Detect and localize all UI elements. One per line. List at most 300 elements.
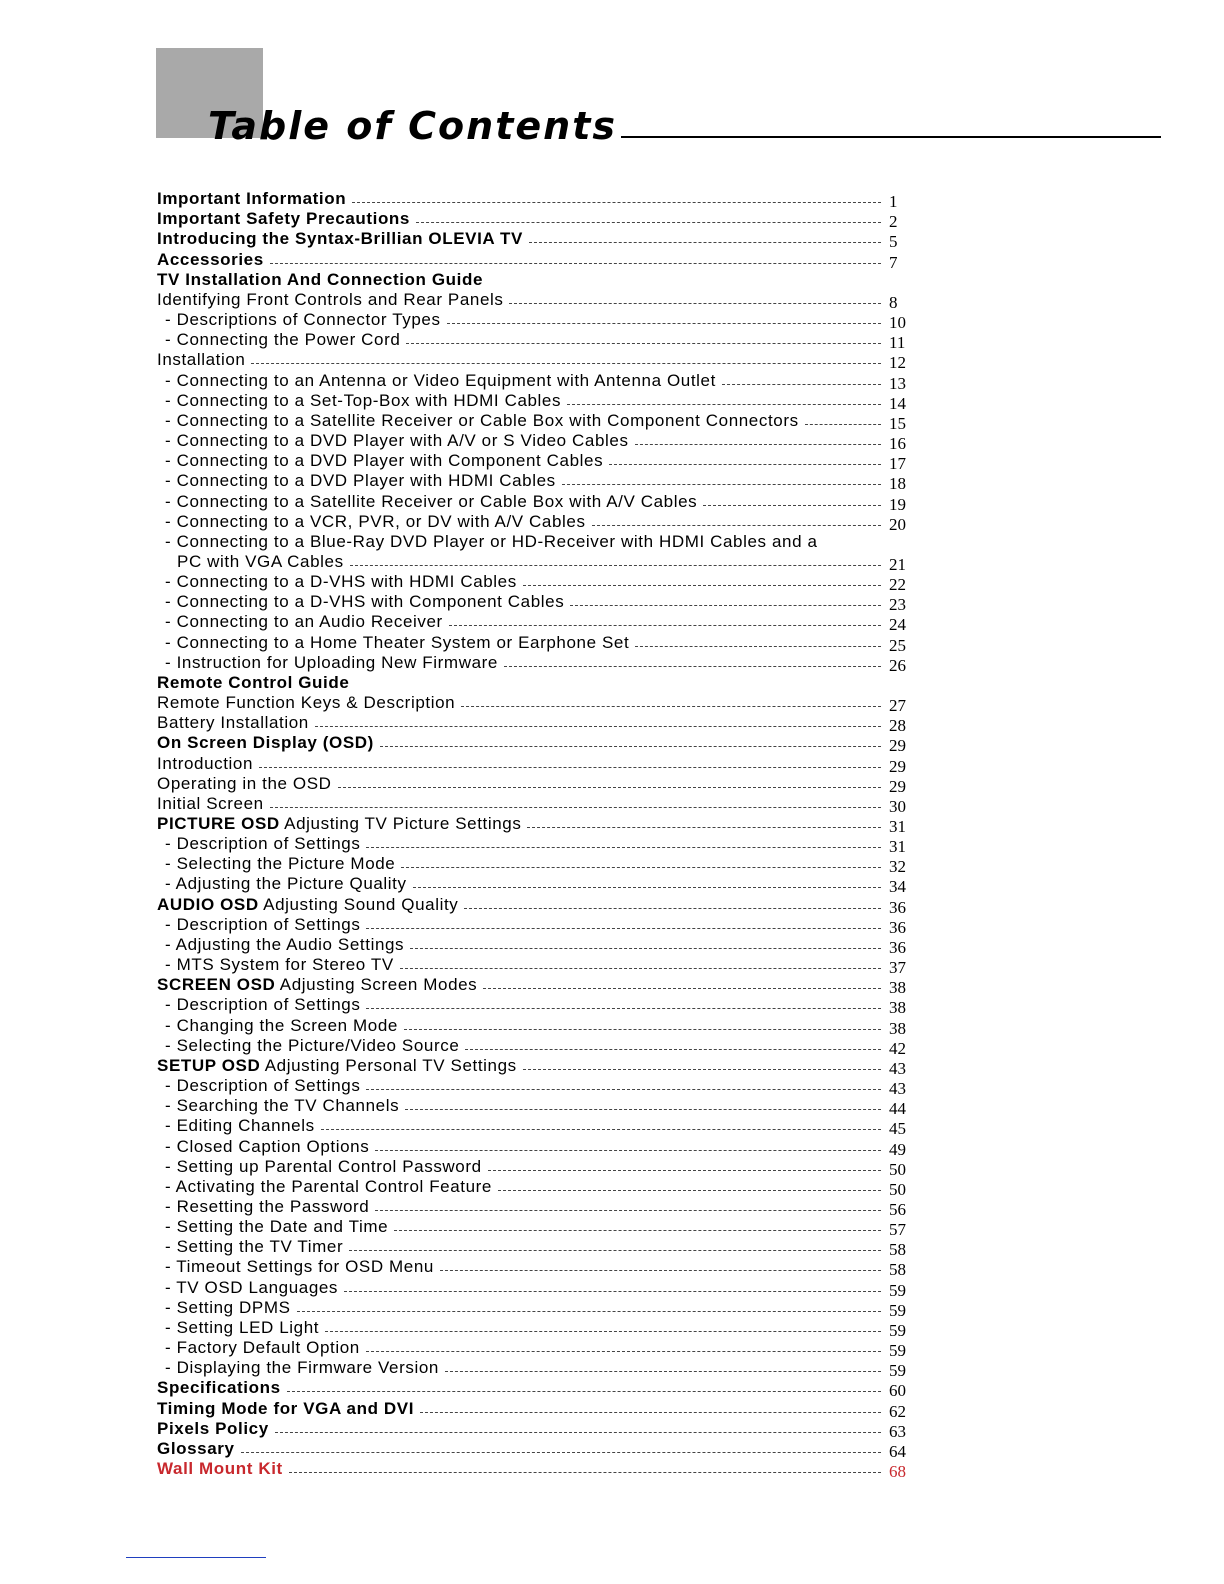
toc-entry-bold-text: Introducing the Syntax-Brillian OLEVIA TV (157, 229, 523, 249)
toc-page-number: 38 (889, 978, 906, 998)
toc-entry-text: Battery Installation (157, 713, 309, 733)
toc-entry-label (157, 1257, 434, 1277)
dot-leader (635, 444, 881, 445)
toc-page-number: 34 (889, 877, 906, 897)
toc-entry-text: - TV OSD Languages (165, 1277, 339, 1297)
toc-entry-label (157, 1056, 517, 1076)
toc-page-number: 59 (889, 1320, 906, 1340)
dot-leader (366, 847, 881, 848)
toc-entry[interactable] (157, 592, 917, 615)
dot-leader (270, 807, 881, 808)
toc-entry-text: - Resetting the Password (165, 1196, 370, 1216)
toc-entry-text: Operating in the OSD (157, 773, 332, 793)
toc-entry-text: - Connecting to a Satellite Receiver or Cable Box with A/V Cables (165, 491, 698, 511)
toc-page-number: 5 (889, 232, 898, 252)
toc-entry[interactable] (157, 189, 917, 212)
toc-entry-text: Introduction (157, 753, 254, 773)
toc-page-number: 11 (889, 333, 906, 353)
dot-leader (504, 666, 881, 667)
toc-entry[interactable] (157, 1318, 917, 1338)
toc-entry-text: - Connecting to an Antenna or Video Equipment with Antenna Outlet (165, 370, 716, 390)
toc-entry[interactable] (157, 1378, 917, 1401)
toc-entry-bold-text: AUDIO OSD (157, 894, 259, 914)
dot-leader (406, 343, 881, 344)
toc-entry-text: - Changing the Screen Mode (165, 1015, 398, 1035)
dot-leader (449, 625, 881, 626)
toc-entry-label (157, 330, 400, 350)
toc-entry-label (157, 995, 360, 1015)
toc-page-number: 36 (889, 937, 906, 957)
toc-entry-label (157, 814, 521, 834)
toc-page-number: 23 (889, 595, 906, 615)
title-rule (621, 136, 1161, 138)
toc-page-number: 17 (889, 454, 906, 474)
toc-entry-label (157, 915, 360, 935)
toc-entry[interactable] (157, 834, 917, 857)
toc-entry-text: - Connecting to a Satellite Receiver or Cable Box with Component Connectors (165, 410, 799, 430)
dot-leader (509, 303, 881, 304)
toc-page-number: 59 (889, 1300, 906, 1320)
toc-entry[interactable] (157, 1298, 917, 1318)
toc-entry-label (157, 270, 483, 290)
toc-entry[interactable] (157, 955, 917, 978)
dot-leader (289, 1472, 881, 1473)
toc-entry-text: Adjusting TV Picture Settings (279, 814, 522, 833)
toc-entry-label (157, 512, 586, 532)
toc-entry[interactable] (157, 733, 917, 756)
toc-entry[interactable] (157, 693, 917, 716)
toc-entry[interactable] (157, 1136, 917, 1159)
dot-leader (275, 1432, 881, 1433)
toc-page-number: 20 (889, 514, 906, 534)
toc-entry-label (157, 552, 344, 572)
toc-entry-label (157, 1358, 439, 1378)
toc-entry-label (157, 592, 564, 612)
toc-entry[interactable] (157, 975, 917, 998)
toc-entry-label (157, 1036, 459, 1056)
toc-entry[interactable] (157, 249, 917, 272)
dot-leader (401, 867, 881, 868)
dot-leader (366, 1089, 881, 1090)
toc-entry-text: - Connecting to a DVD Player with HDMI Cables (165, 471, 556, 491)
toc-entry-label (157, 572, 517, 592)
dot-leader (567, 404, 881, 405)
toc-entry[interactable] (157, 532, 917, 552)
toc-entry-label (157, 975, 477, 995)
toc-page-number: 42 (889, 1038, 906, 1058)
toc-entry-label (157, 1217, 388, 1237)
dot-leader (445, 1371, 881, 1372)
toc-entry-text: - Setting LED Light (165, 1317, 320, 1337)
toc-entry-label (157, 411, 799, 431)
toc-entry[interactable] (157, 1116, 917, 1139)
dot-leader (416, 222, 881, 223)
toc-page-number: 16 (889, 434, 906, 454)
toc-entry-label (157, 1096, 399, 1116)
toc-entry-text: - Activating the Parental Control Feature (165, 1176, 492, 1196)
dot-leader (703, 505, 881, 506)
toc-entry[interactable] (157, 1076, 917, 1099)
toc-page-number: 2 (889, 212, 898, 232)
toc-page-number: 31 (889, 837, 906, 857)
toc-entry[interactable] (157, 874, 917, 897)
toc-entry-text: - Timeout Settings for OSD Menu (165, 1257, 434, 1277)
toc-entry[interactable] (157, 471, 917, 494)
footer-link-line (126, 1557, 266, 1558)
toc-entry-label (157, 1298, 291, 1318)
toc-entry-label (157, 209, 410, 229)
toc-entry[interactable] (157, 1338, 917, 1361)
toc-page-number: 36 (889, 897, 906, 917)
toc-entry[interactable] (157, 1419, 917, 1439)
toc-page-number: 68 (889, 1462, 906, 1481)
toc-entry[interactable] (157, 1015, 917, 1038)
toc-entry[interactable] (157, 632, 917, 655)
toc-entry[interactable] (157, 1459, 917, 1479)
table-of-contents (157, 189, 917, 1479)
dot-leader (400, 968, 881, 969)
toc-page-number: 21 (889, 554, 906, 574)
toc-entry[interactable] (157, 431, 917, 454)
toc-entry[interactable] (157, 290, 917, 310)
toc-entry-label (157, 854, 395, 874)
toc-entry[interactable] (157, 1398, 917, 1421)
toc-entry-label (157, 1419, 269, 1439)
toc-entry-label (157, 189, 346, 209)
dot-leader (325, 1331, 881, 1332)
toc-entry[interactable] (157, 572, 917, 595)
toc-entry-label (157, 895, 458, 915)
toc-entry[interactable] (157, 1257, 917, 1280)
toc-entry-label (157, 754, 253, 774)
toc-entry-text: - Selecting the Picture Mode (165, 854, 396, 874)
toc-entry[interactable] (157, 653, 917, 673)
toc-entry[interactable] (157, 753, 917, 776)
toc-entry[interactable] (157, 894, 917, 917)
toc-page-number: 32 (889, 857, 906, 877)
toc-entry-label (157, 471, 556, 491)
toc-page-number: 63 (889, 1421, 906, 1441)
toc-entry-text: - Descriptions of Connector Types (165, 310, 441, 330)
dot-leader (394, 1230, 881, 1231)
dot-leader (447, 323, 881, 324)
toc-page-number: 59 (889, 1341, 906, 1361)
toc-page-number: 36 (889, 917, 906, 937)
toc-entry[interactable] (157, 451, 917, 474)
toc-entry-label (157, 1237, 343, 1257)
toc-entry-label (157, 774, 332, 794)
toc-entry-text: - Connecting to a DVD Player with Component Cables (165, 451, 604, 471)
toc-page-number: 44 (889, 1099, 906, 1119)
toc-page-number: 12 (889, 353, 906, 373)
dot-leader (413, 887, 881, 888)
toc-entry-text: - Description of Settings (165, 995, 361, 1015)
toc-entry[interactable] (157, 673, 917, 693)
dot-leader (498, 1190, 881, 1191)
dot-leader (562, 484, 881, 485)
toc-entry-text: Adjusting Screen Modes (275, 975, 478, 995)
toc-page-number: 59 (889, 1361, 906, 1381)
toc-entry-text: PC with VGA Cables (177, 551, 344, 571)
toc-entry[interactable] (157, 915, 917, 935)
toc-entry-text: - Setting the TV Timer (165, 1237, 344, 1257)
toc-entry-label (157, 250, 264, 270)
dot-leader (375, 1150, 881, 1151)
toc-entry-text: Initial Screen (157, 793, 264, 813)
toc-entry-text: - Displaying the Firmware Version (165, 1358, 439, 1378)
toc-entry[interactable] (157, 350, 917, 373)
toc-entry[interactable] (157, 814, 917, 834)
toc-entry[interactable] (157, 1197, 917, 1217)
toc-entry-bold-text: Glossary (157, 1438, 235, 1458)
dot-leader (366, 1008, 881, 1009)
toc-entry-text: - Connecting to a D-VHS with Component Cables (165, 592, 565, 612)
toc-page-number: 50 (889, 1159, 906, 1179)
toc-entry[interactable] (157, 552, 917, 572)
toc-entry[interactable] (157, 229, 917, 252)
toc-entry-text: - Factory Default Option (165, 1338, 360, 1358)
toc-entry[interactable] (157, 491, 917, 514)
toc-entry-bold-text: SCREEN OSD (157, 975, 276, 995)
dot-leader (635, 646, 881, 647)
dot-leader (570, 605, 881, 606)
toc-entry-label (157, 935, 404, 955)
toc-entry-text: - Editing Channels (165, 1116, 315, 1136)
toc-entry-bold-text: SETUP OSD (157, 1055, 261, 1075)
dot-leader (483, 988, 881, 989)
dot-leader (609, 464, 881, 465)
toc-entry-bold-text: Important Safety Precautions (157, 209, 410, 229)
toc-page-number: 1 (889, 192, 898, 212)
toc-entry-text: Adjusting Sound Quality (258, 894, 459, 914)
dot-leader (380, 746, 881, 747)
toc-entry-text: - Adjusting the Picture Quality (165, 874, 407, 894)
toc-page-number: 28 (889, 716, 906, 736)
toc-entry-bold-text: On Screen Display (OSD) (157, 733, 374, 753)
toc-entry-text: Installation (157, 350, 246, 370)
toc-entry-text: - Adjusting the Audio Settings (165, 934, 405, 954)
toc-entry[interactable] (157, 391, 917, 411)
toc-entry-text: - Selecting the Picture/Video Source (165, 1035, 460, 1055)
toc-page-number: 58 (889, 1240, 906, 1260)
toc-entry-label (157, 391, 561, 411)
toc-entry-bold-text: Accessories (157, 249, 264, 269)
dot-leader (338, 787, 881, 788)
dot-leader (405, 1109, 881, 1110)
toc-entry-label (157, 612, 443, 632)
toc-entry-label (157, 1076, 360, 1096)
toc-page-number: 43 (889, 1079, 906, 1099)
toc-entry[interactable] (157, 512, 917, 532)
toc-entry-label (157, 350, 245, 370)
dot-leader (523, 585, 881, 586)
toc-entry-label (157, 1439, 235, 1459)
toc-page-number: 50 (889, 1179, 906, 1199)
toc-entry-text: - Connecting the Power Cord (165, 330, 401, 350)
toc-page-number: 56 (889, 1199, 906, 1219)
toc-entry-label (157, 874, 407, 894)
toc-entry[interactable] (157, 1237, 917, 1260)
dot-leader (375, 1210, 881, 1211)
toc-entry-text: - Searching the TV Channels (165, 1096, 400, 1116)
toc-entry-label (157, 633, 629, 653)
toc-entry-text: Adjusting Personal TV Settings (260, 1055, 517, 1075)
toc-entry-text: - Connecting to a VCR, PVR, or DV with A/V Cables (165, 511, 586, 531)
toc-page-number: 37 (889, 958, 906, 978)
toc-entry[interactable] (157, 774, 917, 794)
toc-entry[interactable] (157, 1157, 917, 1177)
toc-page-number: 64 (889, 1441, 906, 1461)
dot-leader (404, 1029, 881, 1030)
toc-entry-label (157, 1177, 492, 1197)
dot-leader (344, 1291, 881, 1292)
toc-entry-text: - Description of Settings (165, 834, 361, 854)
dot-leader (420, 1412, 881, 1413)
dot-leader (529, 242, 881, 243)
toc-entry-label (157, 653, 498, 673)
toc-entry-label (157, 1278, 338, 1298)
toc-entry-label (157, 955, 394, 975)
toc-entry[interactable] (157, 1177, 917, 1197)
dot-leader (259, 767, 881, 768)
toc-page-number: 22 (889, 575, 906, 595)
toc-entry[interactable] (157, 411, 917, 431)
toc-entry-text: - Connecting to a DVD Player with A/V or S Video Cables (165, 431, 629, 451)
toc-entry-label (157, 1338, 360, 1358)
toc-entry[interactable] (157, 370, 917, 393)
dot-leader (805, 424, 881, 425)
toc-entry-label (157, 1399, 414, 1419)
toc-page-number: 26 (889, 655, 906, 675)
toc-entry-label (157, 693, 455, 713)
toc-entry-text: - Connecting to a D-VHS with HDMI Cables (165, 572, 517, 592)
toc-entry-label (157, 532, 818, 552)
toc-entry-text: Remote Function Keys & Description (157, 693, 456, 713)
dot-leader (523, 1069, 881, 1070)
toc-page-number: 14 (889, 393, 906, 413)
toc-entry-label (157, 229, 523, 249)
toc-entry-text: - Setting up Parental Control Password (165, 1156, 482, 1176)
toc-page-number: 58 (889, 1260, 906, 1280)
toc-entry-bold-text: PICTURE OSD (157, 814, 280, 833)
toc-page-number: 27 (889, 696, 906, 716)
toc-entry-bold-text: Important Information (157, 189, 347, 209)
toc-entry-text: - Description of Settings (165, 914, 361, 934)
toc-entry[interactable] (157, 713, 917, 736)
toc-entry-text: - Description of Settings (165, 1076, 361, 1096)
toc-entry-text: Identifying Front Controls and Rear Panels (157, 289, 504, 309)
toc-entry-bold-text: Pixels Policy (157, 1418, 269, 1438)
dot-leader (350, 565, 881, 566)
toc-entry-label (157, 290, 503, 310)
dot-leader (410, 948, 881, 949)
toc-page-number: 8 (889, 292, 898, 312)
toc-page-number: 18 (889, 474, 906, 494)
toc-entry[interactable] (157, 995, 917, 1018)
toc-page-number: 7 (889, 252, 898, 272)
toc-entry[interactable] (157, 1277, 917, 1300)
dot-leader (349, 1250, 881, 1251)
toc-entry-text: - Connecting to a Blue-Ray DVD Player or HD-Receiver with HDMI Cables and a (165, 531, 818, 551)
toc-entry-label (157, 1197, 369, 1217)
dot-leader (464, 908, 881, 909)
toc-entry[interactable] (157, 794, 917, 814)
toc-entry-label (157, 1459, 283, 1479)
toc-page-number: 59 (889, 1280, 906, 1300)
toc-entry-bold-text: Timing Mode for VGA and DVI (157, 1398, 415, 1418)
toc-entry[interactable] (157, 854, 917, 877)
dot-leader (287, 1391, 881, 1392)
toc-entry-text: - Setting DPMS (165, 1297, 291, 1317)
toc-entry[interactable] (157, 330, 917, 353)
toc-page-number: 49 (889, 1139, 906, 1159)
dot-leader (251, 363, 881, 364)
toc-entry[interactable] (157, 310, 917, 333)
toc-entry-bold-text: TV Installation And Connection Guide (157, 269, 484, 289)
toc-page-number: 45 (889, 1119, 906, 1139)
toc-page-number: 60 (889, 1381, 906, 1401)
toc-entry-label (157, 1318, 319, 1338)
toc-entry-label (157, 431, 629, 451)
toc-entry-label (157, 1157, 482, 1177)
toc-entry-text: - Connecting to a Home Theater System or Earphone Set (165, 632, 630, 652)
dot-leader (241, 1452, 881, 1453)
dot-leader (440, 1270, 881, 1271)
dot-leader (488, 1170, 881, 1171)
toc-page-number: 43 (889, 1058, 906, 1078)
toc-entry-label (157, 1378, 281, 1398)
toc-entry-text: - MTS System for Stereo TV (165, 955, 394, 975)
toc-entry-text: - Instruction for Uploading New Firmware (165, 652, 498, 672)
toc-entry-text: - Closed Caption Options (165, 1136, 370, 1156)
toc-entry[interactable] (157, 1358, 917, 1381)
toc-entry[interactable] (157, 612, 917, 635)
dot-leader (465, 1049, 881, 1050)
toc-entry-label (157, 1116, 315, 1136)
toc-entry[interactable] (157, 270, 917, 290)
toc-entry[interactable] (157, 1056, 917, 1076)
dot-leader (270, 263, 881, 264)
toc-entry-label (157, 794, 264, 814)
toc-entry-label (157, 310, 441, 330)
dot-leader (352, 202, 881, 203)
page-title: Table of Contents (208, 104, 617, 148)
toc-entry[interactable] (157, 1096, 917, 1119)
toc-entry-text: - Setting the Date and Time (165, 1217, 389, 1237)
toc-page-number: 62 (889, 1401, 906, 1421)
toc-page-number: 15 (889, 413, 906, 433)
dot-leader (592, 525, 881, 526)
toc-entry[interactable] (157, 1036, 917, 1056)
toc-page-number: 29 (889, 756, 906, 776)
toc-page-number: 10 (889, 313, 906, 333)
toc-entry[interactable] (157, 209, 917, 232)
toc-entry-label (157, 1016, 398, 1036)
dot-leader (321, 1129, 881, 1130)
toc-page-number: 57 (889, 1220, 906, 1240)
toc-page-number: 29 (889, 736, 906, 756)
dot-leader (722, 384, 881, 385)
toc-entry-label (157, 673, 349, 693)
toc-entry[interactable] (157, 935, 917, 955)
toc-page-number: 19 (889, 494, 906, 514)
dot-leader (366, 1351, 881, 1352)
toc-entry[interactable] (157, 1439, 917, 1459)
toc-page-number: 25 (889, 635, 906, 655)
toc-entry-label (157, 451, 603, 471)
toc-entry[interactable] (157, 1217, 917, 1240)
toc-page-number: 38 (889, 1018, 906, 1038)
